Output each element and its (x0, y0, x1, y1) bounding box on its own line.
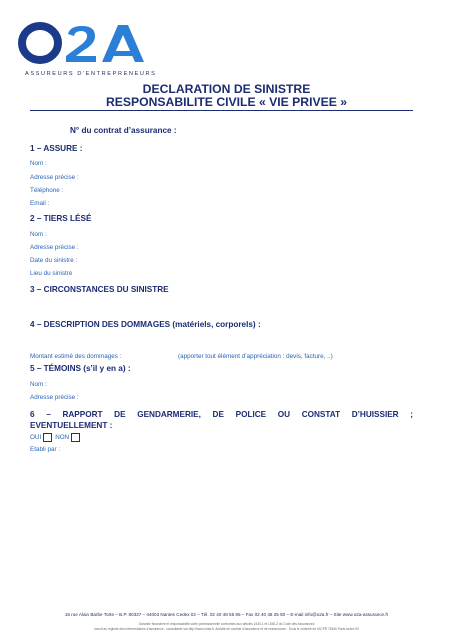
section-temoins-heading: 5 – TÉMOINS (s’il y en a) : (30, 364, 131, 373)
section-circonstances-heading: 3 – CIRCONSTANCES DU SINISTRE (30, 285, 169, 294)
oui-label: OUI (30, 434, 42, 441)
title-divider (30, 110, 413, 111)
rapport-author-field[interactable]: Etabli par : (30, 446, 61, 453)
assure-phone-field[interactable]: Téléphone : (30, 187, 64, 194)
section-tiers-heading: 2 – TIERS LÉSÉ (30, 214, 92, 223)
witness-address-field[interactable]: Adresse précise : (30, 394, 79, 401)
footer-address: 15 rue Alain Barbe Torte – B.P. 80337 – 44003 Nantes Cedex 02 – Tél. 02 40 48 55 85 – Fax 02 40 48 25 50 – E-mail info@o2a.fr – Site www.o2a-assurance.fr (64, 612, 389, 617)
o2a-logo-mark (18, 22, 162, 64)
document-title: DECLARATION DE SINISTRE (142, 82, 311, 96)
assure-name-field[interactable]: Nom : (30, 160, 47, 167)
assure-address-field[interactable]: Adresse précise : (30, 174, 79, 181)
rapport-choice (30, 433, 83, 442)
section-rapport-heading: 6 – RAPPORT DE GENDARMERIE, DE POLICE OU CONSTAT D’HUISSIER ; (30, 410, 413, 419)
footer-legal-line2: Inscrit au registre des intermédiaires d'assurance - consultable sur http://www.orias.fr. Activité de courtier d'assurance et de réassurance - Sous le contrôle de l'ACPR 75436 Paris cedex 09 (94, 627, 359, 631)
non-checkbox[interactable] (71, 433, 80, 442)
assure-email-field[interactable]: Email : (30, 200, 50, 207)
section-assure-heading: 1 – ASSURE : (30, 144, 83, 153)
o2a-logo (18, 22, 162, 78)
damage-amount-field[interactable]: Montant estimé des dommages : (30, 353, 122, 360)
oui-checkbox[interactable] (43, 433, 52, 442)
footer-legal-line1: Garantie financière et responsabilité civile professionnelle conformes aux articles L530-1 et L530-2 du Code des Assurances (138, 622, 315, 626)
tiers-date-field[interactable]: Date du sinistre : (30, 257, 78, 264)
logo-tagline: ASSUREURS D'ENTREPRENEURS (25, 71, 157, 77)
non-label: NON (55, 434, 70, 441)
tiers-address-field[interactable]: Adresse précise : (30, 244, 79, 251)
tiers-location-field[interactable]: Lieu du sinistre (30, 270, 73, 277)
section-rapport-heading-cont: EVENTUELLEMENT : (30, 421, 113, 430)
section-dommages-heading: 4 – DESCRIPTION DES DOMMAGES (matériels, corporels) : (30, 320, 261, 329)
damage-amount-note: (apporter tout élément d’appréciation : devis, facture, ..) (178, 353, 333, 360)
witness-name-field[interactable]: Nom : (30, 381, 47, 388)
contract-number-label: N° du contrat d’assurance : (70, 126, 177, 135)
document-subtitle: RESPONSABILITE CIVILE « VIE PRIVEE » (105, 95, 348, 109)
tiers-name-field[interactable]: Nom : (30, 231, 47, 238)
